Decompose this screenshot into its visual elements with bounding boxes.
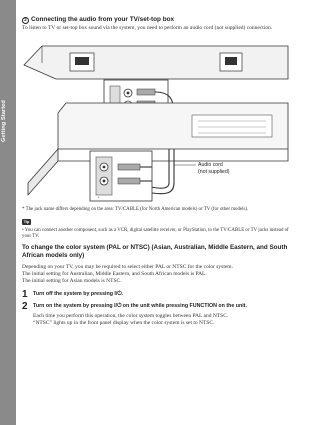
step-number: 2 bbox=[22, 301, 28, 312]
callout-audio-cord: Audio cord bbox=[198, 162, 223, 168]
footnote-marker: * bbox=[98, 195, 100, 200]
color-system-heading: To change the color system (PAL or NTSC) (Asian, Australian, Middle Eastern, and South African models only) bbox=[22, 244, 288, 260]
step-body-line: “NTSC” lights up in the front panel display when the color system is set to NTSC. bbox=[33, 320, 215, 327]
side-tab bbox=[0, 0, 16, 425]
tip-text: • You can connect another component, such as a VCR, digital satellite receiver, or PlayStation, to the TV/CABLE or TV jacks instead of your TV. bbox=[22, 228, 289, 240]
intro-line: Depending on your TV, you may be required to select either PAL or NTSC for the color system. bbox=[22, 264, 233, 270]
intro-line: The initial setting for Australian, Middle Eastern, and South African models is PAL. bbox=[22, 271, 207, 278]
section-intro: To listen to TV or set-top box sound via the system, you need to perform an audio cord (not supplied) connection. bbox=[22, 25, 273, 31]
tv-rear-panel bbox=[24, 46, 288, 79]
section-title-text: Connecting the audio from your TV/set-top box bbox=[31, 16, 175, 23]
step-2-body bbox=[33, 313, 293, 327]
step-text: Turn off the system by pressing I/⏻. bbox=[33, 291, 124, 297]
tip-badge: Tip bbox=[23, 220, 30, 224]
side-tab-label: Getting Started bbox=[1, 100, 7, 142]
jack-name-footnote: * The jack name differs depending on the area: TV/CABLE (for North American models) or TV (for other models). bbox=[22, 207, 249, 212]
system-audio-in-jacks bbox=[90, 151, 152, 201]
section-number: 2 bbox=[22, 17, 29, 24]
color-system-intro bbox=[22, 264, 294, 285]
connection-diagram bbox=[22, 43, 294, 203]
intro-line: The initial setting for Asian models is NTSC. bbox=[22, 278, 122, 285]
step-text: Turn on the system by pressing I/⏻ on the unit while pressing FUNCTION on the unit. bbox=[33, 303, 247, 309]
callout-not-supplied: (not supplied) bbox=[198, 169, 230, 175]
system-unit-rear bbox=[28, 103, 288, 195]
step-number: 1 bbox=[22, 289, 28, 300]
section-title bbox=[22, 16, 294, 24]
step-body-line: Each time you perform this operation, the color system toggles between PAL and NTSC. bbox=[33, 313, 229, 319]
